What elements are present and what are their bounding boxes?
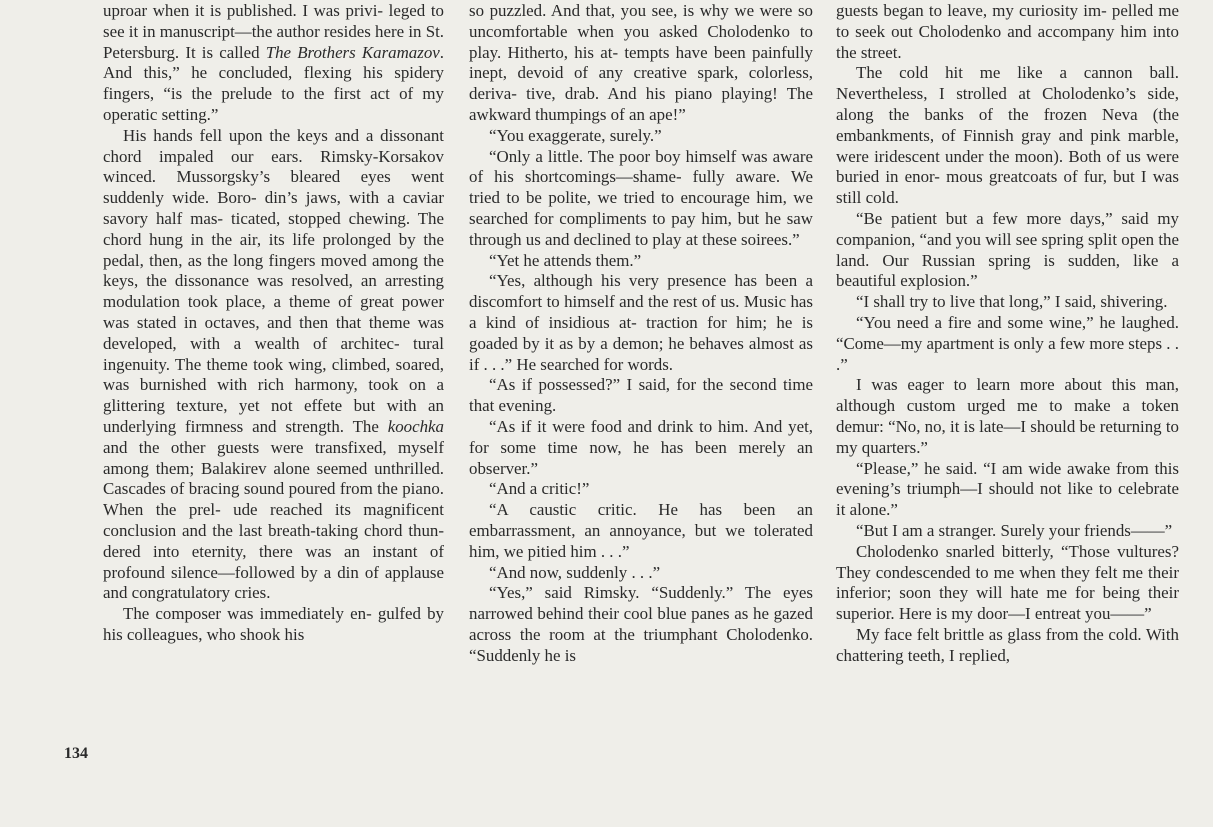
text-run: “You exaggerate, surely.” bbox=[489, 125, 662, 145]
text-run: His hands fell upon the keys and a dissonant chord impaled our ears. Rimsky-Korsakov winced. Mussorgsky’s bleared eyes went suddenly wide. Boro- din’s jaws, with a caviar savory half mas- ticated, stopped chewing. The chord hung in the air, its life prolonged by the pedal, then, as the long fingers moved among the keys, the dissonance was resolved, an arresting modulation took place, a theme of great power was stated in octaves, and then that theme was developed, with a wealth of architec- tural ingenuity. The theme took wing, climbed, soared, was burnished with rich harmony, took on a glittering texture, yet not effete but with an underlying firmness and strength. The bbox=[103, 125, 444, 436]
text-run: “And now, suddenly . . .” bbox=[489, 562, 661, 582]
text-run: “You need a fire and some wine,” he laughed. “Come—my apartment is only a few more steps . . .” bbox=[836, 312, 1179, 374]
text-run: “Only a little. The poor boy himself was aware of his shortcomings—shame- fully aware. We tried to be polite, we tried to encourage him, we searched for compliments to pay him, but he saw through us and declined to play at these soirees.” bbox=[469, 146, 813, 249]
text-column-2 bbox=[469, 1, 813, 667]
paragraph bbox=[469, 417, 813, 479]
text-run: My face felt brittle as glass from the cold. With chattering teeth, I replied, bbox=[836, 624, 1179, 665]
paragraph bbox=[836, 459, 1179, 521]
paragraph bbox=[836, 63, 1179, 209]
paragraph bbox=[836, 375, 1179, 458]
paragraph bbox=[836, 1, 1179, 63]
text-run: “As if it were food and drink to him. And yet, for some time now, he has been merely an observer.” bbox=[469, 416, 813, 478]
paragraph bbox=[469, 126, 813, 147]
text-column-3 bbox=[836, 1, 1179, 667]
paragraph bbox=[469, 375, 813, 417]
paragraph bbox=[103, 126, 444, 604]
text-run: “A caustic critic. He has been an embarrassment, an annoyance, but we tolerated him, we pitied him . . .” bbox=[469, 500, 813, 561]
paragraph bbox=[469, 500, 813, 562]
text-run: The cold hit me like a cannon ball. Nevertheless, I strolled at Cholodenko’s side, along the banks of the frozen Neva (the embankments, of Finnish gray and pink marble, were iridescent under the moon). Both of us were buried in enor- mous greatcoats of fur, but I was still cold. bbox=[836, 63, 1179, 208]
text-run: Cholodenko snarled bitterly, “Those vultures? They condescended to me when they felt me their inferior; soon they will hate me for being their superior. Here is my door—I entreat you——” bbox=[836, 541, 1179, 624]
paragraph bbox=[469, 1, 813, 126]
paragraph bbox=[836, 292, 1179, 313]
text-run: I was eager to learn more about this man, although custom urged me to make a token demur: “No, no, it is late—I should be returning to my quarters.” bbox=[836, 375, 1179, 457]
paragraph bbox=[469, 251, 813, 272]
paragraph bbox=[103, 1, 444, 126]
paragraph bbox=[469, 479, 813, 500]
text-run: “Please,” he said. “I am wide awake from this evening’s triumph—I should not like to celebrate it alone.” bbox=[836, 458, 1179, 520]
text-run: “Be patient but a few more days,” said my companion, “and you will see spring split open the land. Our Russian spring is sudden, like a beautiful explosion.” bbox=[836, 208, 1179, 291]
text-run: “Yet he attends them.” bbox=[489, 250, 642, 270]
text-run: “I shall try to live that long,” I said, shivering. bbox=[856, 292, 1168, 312]
paragraph bbox=[469, 583, 813, 666]
text-run: guests began to leave, my curiosity im- pelled me to seek out Cholodenko and accompany him into the street. bbox=[836, 1, 1179, 62]
paragraph bbox=[836, 625, 1179, 667]
italic-text: koochka bbox=[387, 416, 444, 436]
paragraph bbox=[103, 604, 444, 646]
paragraph bbox=[836, 521, 1179, 542]
italic-text: The Brothers Karamazov bbox=[265, 42, 440, 62]
text-run: and the other guests were transfixed, myself among them; Balakirev alone seemed unthrilled. Cascades of bracing sound poured from the piano. When the prel- ude reached its magnificent conclusion and the last breath-taking chord thun- dered into eternity, there was an instant of profound silence—followed by a din of applause and congratulatory cries. bbox=[103, 437, 444, 603]
text-run: so puzzled. And that, you see, is why we were so uncomfortable when you asked Cholodenko to play. Hitherto, his at- tempts have been painfully inept, devoid of any creative spark, colorless, deriva- tive, drab. And his piano playing! The awkward thumpings of an ape!” bbox=[469, 1, 813, 124]
paragraph bbox=[836, 313, 1179, 375]
text-run: “And a critic!” bbox=[489, 479, 590, 499]
paragraph bbox=[469, 271, 813, 375]
text-run: uproar when it is published. I was privi- leged to see it in manuscript—the author resides here in St. Petersburg. It is called bbox=[103, 1, 445, 62]
paragraph bbox=[469, 563, 813, 584]
text-run: “As if possessed?” I said, for the second time that evening. bbox=[469, 375, 813, 416]
paragraph bbox=[836, 209, 1179, 292]
text-column-1 bbox=[103, 1, 444, 646]
text-run: The composer was immediately en- gulfed by his colleagues, who shook his bbox=[103, 604, 444, 644]
page-number: 134 bbox=[64, 745, 88, 762]
paragraph bbox=[469, 147, 813, 251]
text-run: . And this,” he concluded, flexing his spidery fingers, “is the prelude to the first act of my operatic setting.” bbox=[103, 42, 444, 124]
text-run: “Yes, although his very presence has been a discomfort to himself and the rest of us. Music has a kind of insidious at- traction for him; he is goaded by it as by a demon; he behaves almost as if . . .” He searched for words. bbox=[469, 271, 813, 374]
text-run: “Yes,” said Rimsky. “Suddenly.” The eyes narrowed behind their cool blue panes as he gazed across the room at the triumphant Cholodenko. “Suddenly he is bbox=[469, 583, 813, 665]
paragraph bbox=[836, 542, 1179, 625]
text-run: “But I am a stranger. Surely your friends——” bbox=[856, 520, 1173, 540]
